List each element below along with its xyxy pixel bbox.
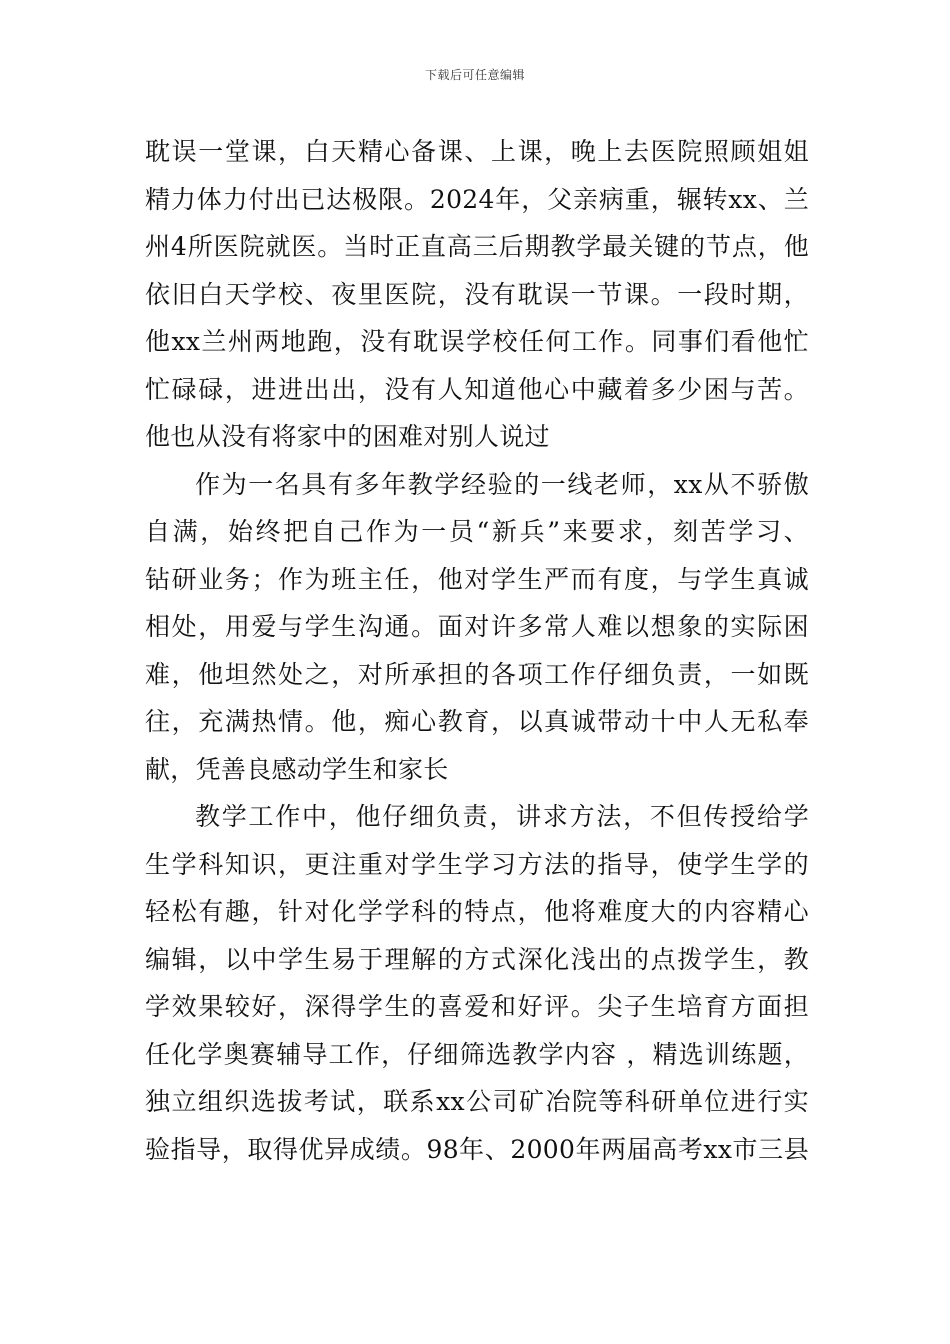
paragraph-2-line: 钻研业务；作为班主任，他对学生严而有度，与学生真诚 (145, 564, 809, 594)
document-body (145, 128, 809, 1173)
paragraph-1-line: 忙碌碌，进进出出，没有人知道他心中藏着多少困与苦。 (145, 374, 809, 404)
paragraph-3-line: 教学工作中，他仔细负责，讲求方法，不但传授给学 (195, 802, 809, 831)
paragraph-1-line: 州4所医院就医。当时正直高三后期教学最关键的节点，他 (145, 232, 809, 261)
paragraph-2-line: 献，凭善良感动学生和家长 (145, 754, 449, 784)
paragraph-3-line: 独立组织选拔考试，联系xx公司矿冶院等科研单位进行实 (145, 1087, 809, 1116)
paragraph-2-line: 自满，始终把自己作为一员“新兵”来要求，刻苦学习、 (145, 517, 809, 546)
paragraph-1-line: 依旧白天学校、夜里医院，没有耽误一节课。一段时期， (145, 279, 809, 309)
paragraph-3-line: 任化学奥赛辅导工作，仔细筛选教学内容 ，精选训练题， (145, 1039, 809, 1069)
paragraph-2-line: 作为一名具有多年教学经验的一线老师，xx从不骄傲 (195, 469, 809, 499)
paragraph-1-line: 他也从没有将家中的困难对别人说过 (145, 422, 550, 451)
paragraph-3-line: 学效果较好，深得学生的喜爱和好评。尖子生培育方面担 (145, 992, 809, 1021)
paragraph-2-line: 往，充满热情。他，痴心教育，以真诚带动十中人无私奉 (145, 707, 809, 736)
paragraph-3-line: 验指导，取得优异成绩。98年、2000年两届高考xx市三县 (145, 1134, 809, 1164)
paragraph-1-line: 精力体力付出已达极限。2024年，父亲病重，辗转xx、兰 (145, 184, 809, 214)
paragraph-3-line: 编辑，以中学生易于理解的方式深化浅出的点拨学生，教 (145, 944, 809, 974)
paragraph-2-line: 相处，用爱与学生沟通。面对许多常人难以想象的实际困 (145, 612, 809, 641)
paragraph-3-line: 轻松有趣，针对化学学科的特点，他将难度大的内容精心 (145, 897, 809, 926)
page-header: 下载后可任意编辑 (424, 68, 525, 82)
paragraph-3-line: 生学科知识，更注重对学生学习方法的指导，使学生学的 (145, 849, 809, 879)
paragraph-1-line: 他xx兰州两地跑，没有耽误学校任何工作。同事们看他忙 (145, 327, 809, 356)
paragraph-2-line: 难，他坦然处之，对所承担的各项工作仔细负责，一如既 (145, 659, 809, 689)
paragraph-1-line: 耽误一堂课，白天精心备课、上课，晚上去医院照顾姐姐 (145, 137, 809, 166)
